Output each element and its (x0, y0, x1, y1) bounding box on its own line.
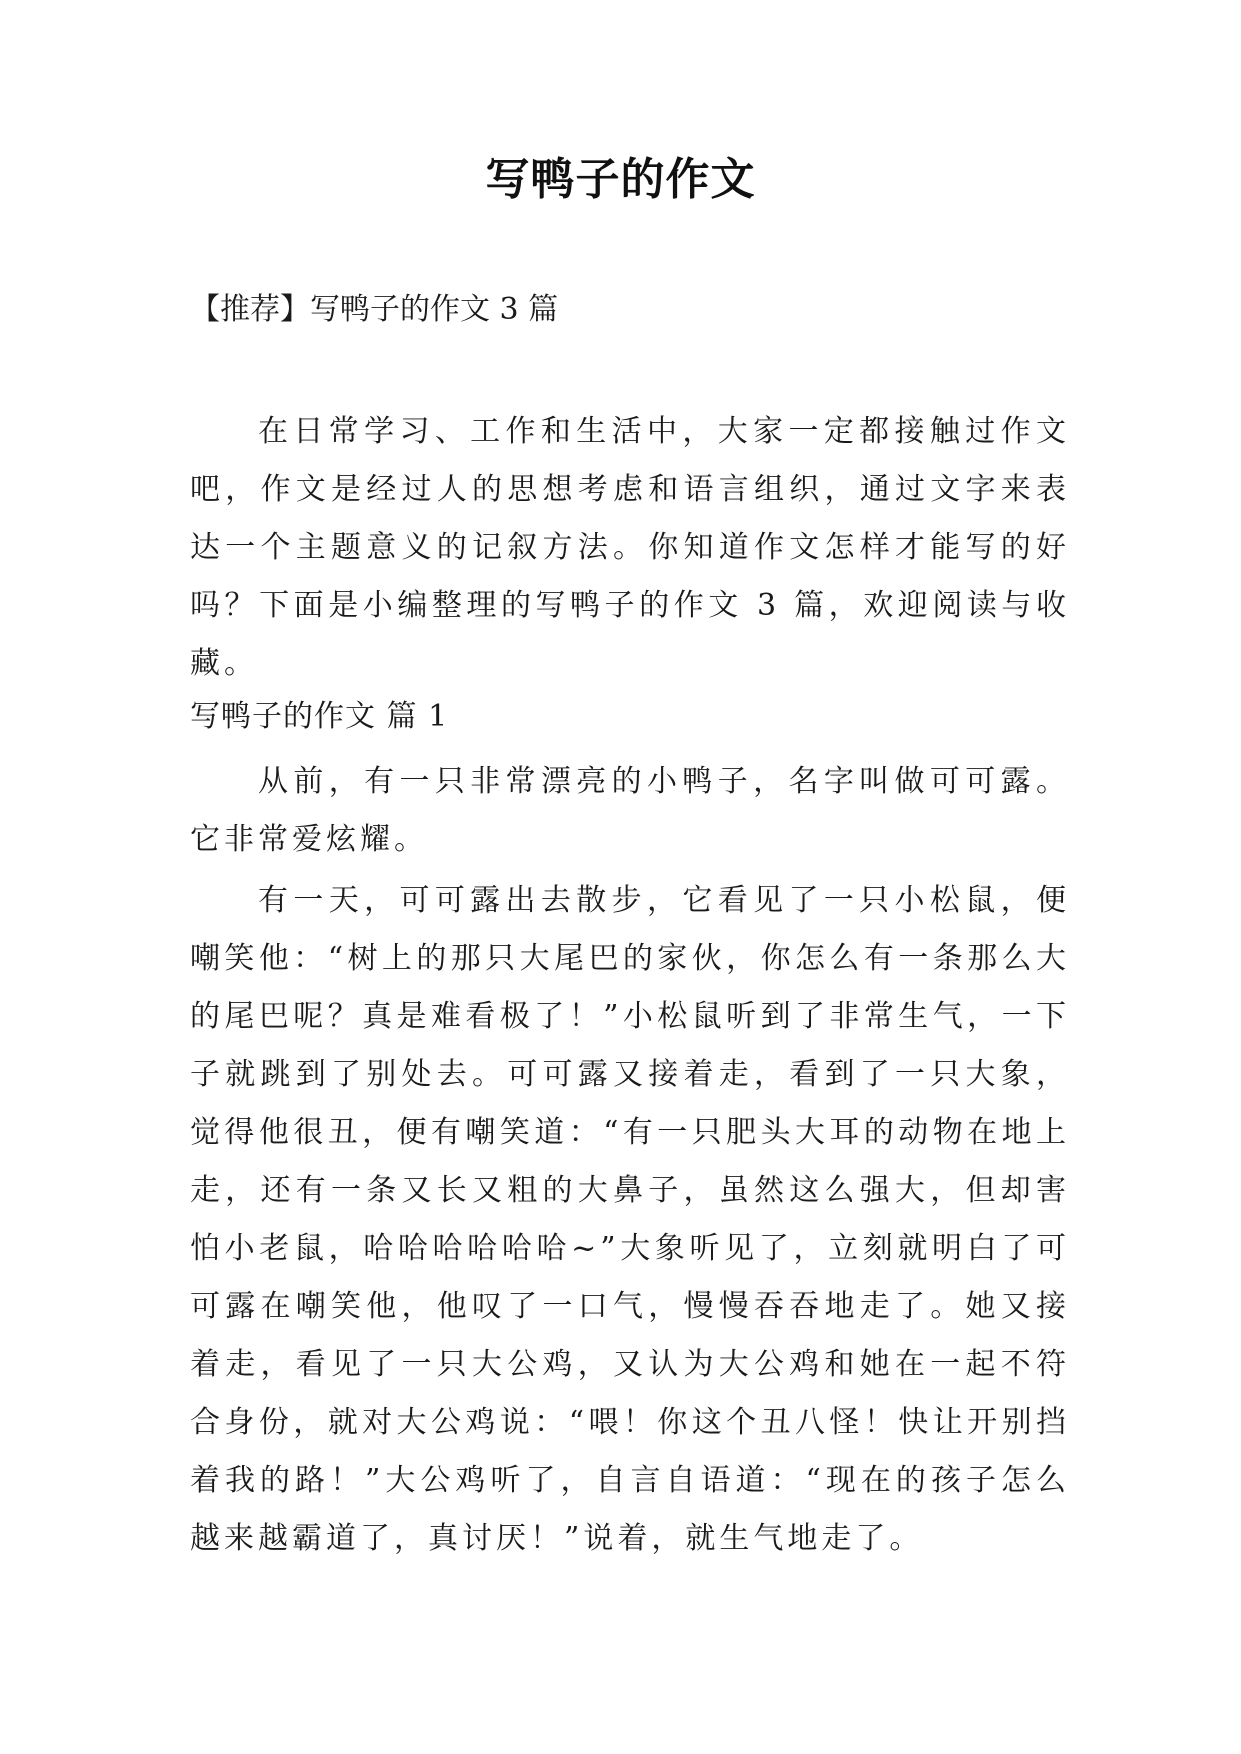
section-heading-1: 写鸭子的作文 篇 1 (190, 699, 449, 734)
intro-paragraph: 在日常学习、工作和生活中，大家一定都接触过作文吧，作文是经过人的思想考虑和语言组织，通过文字来表达一个主题意义的记叙方法。你知道作文怎样才能写的好吗？下面是小编整理的写鸭子的作文 3 篇，欢迎阅读与收藏。 (190, 414, 1070, 681)
section-1-paragraph-1: 从前，有一只非常漂亮的小鸭子，名字叫做可可露。它非常爱炫耀。 (190, 764, 1070, 857)
document-subtitle: 【推荐】写鸭子的作文 3 篇 (190, 292, 559, 327)
section-1-paragraph-2: 有一天，可可露出去散步，它看见了一只小松鼠，便嘲笑他：“树上的那只大尾巴的家伙，你怎么有一条那么大的尾巴呢？真是难看极了！”小松鼠听到了非常生气，一下子就跳到了别处去。可可露又接着走，看到了一只大象，觉得他很丑，便有嘲笑道：“有一只肥头大耳的动物在地上走，还有一条又长又粗的大鼻子，虽然这么强大，但却害怕小老鼠，哈哈哈哈哈哈~”大象听见了，立刻就明白了可可露在嘲笑他，他叹了一口气，慢慢吞吞地走了。她又接着走，看见了一只大公鸡，又认为大公鸡和她在一起不符合身份，就对大公鸡说：“喂！你这个丑八怪！快让开别挡着我的路！”大公鸡听了，自言自语道：“现在的孩子怎么越来越霸道了，真讨厌！”说着，就生气地走了。 (190, 883, 1070, 1556)
document-title: 写鸭子的作文 (485, 154, 756, 205)
